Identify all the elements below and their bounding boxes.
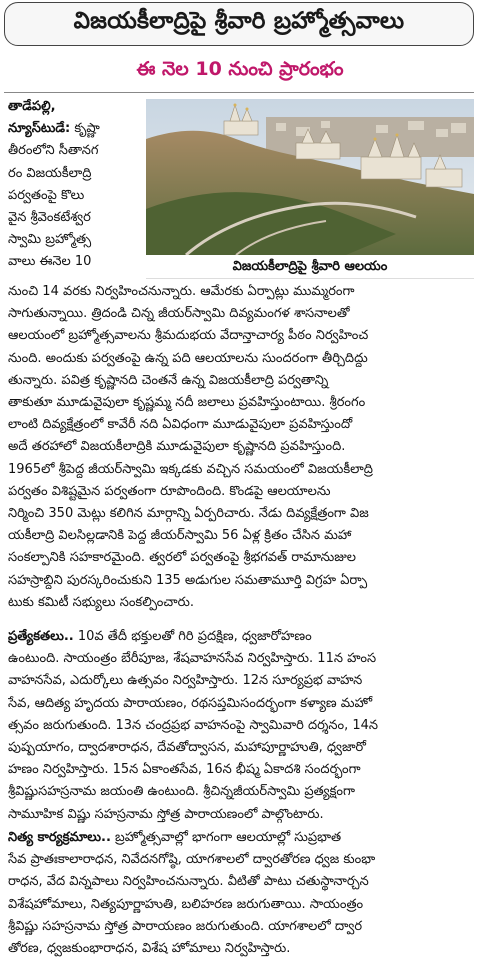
body-line: సేవ, ఆదిత్య హృదయ పారాయణం, రథసప్తమిసందర్భంగా కళ్యాణ మహో [8, 695, 373, 711]
body-line: యకీలాద్రి విలసిల్లడానికి పెద్ద జీయర్‌స్వామి 56 ఏళ్ల క్రితం చేసిన మహా [8, 528, 352, 544]
body-line: పుష్పయాగం, ద్వాదశారాధన, దేవతోద్వాసన, మహాపూర్ణాహుతి, ధ్వజారో [8, 740, 366, 756]
body-line: శ్రీవిష్ణు సహస్రనామ స్తోత్ర పారాయణం జరుగుతుంది. యాగశాలలో ద్వార [8, 918, 363, 934]
section-first-line [8, 827, 474, 849]
headline-box [4, 2, 474, 46]
headline: విజయకీలాద్రిపై శ్రీవారి బ్రహ్మోత్సవాలు [73, 8, 405, 34]
intro-line: తీరంలోని సీతానగ [8, 143, 99, 159]
body-line: టుకు కమిటీ సభ్యులు సంకల్పించారు. [8, 594, 194, 610]
body-line: తోరణ, ధ్వజకుంభారాధన, విశేష హోమాలు నిర్వహిస్తారు. [8, 941, 291, 957]
section-daily-programs [8, 827, 474, 960]
body-line: పర్వతం విశిష్టమైన పర్వతంగా రూపొందింది. కొండపై ఆలయాలను [8, 483, 331, 499]
intro-line: రం విజయకీలాద్రి [8, 165, 92, 181]
body-line: ఉంటుంది. సాయంత్రం బేరీపూజ, శేషవాహనసేవ నిర్వహిస్తారు. 11న హంస [8, 651, 377, 667]
body-line: తున్నారు. పవిత్ర కృష్ణానది చెంతనే ఉన్న విజయకీలాద్రి పర్వతాన్ని [8, 372, 329, 388]
body-line: హణం నిర్వహిస్తారు. 15న ఏకాంతసేవ, 16న భీష్మ ఏకాదశి సందర్భంగా [8, 762, 361, 778]
body-line: నుంది. అందుకు పర్వతంపై ఉన్న పది ఆలయాలను సుందరంగా తీర్చిదిద్దు [8, 350, 368, 366]
intro-line: స్వామి బ్రహ్మోత్స [8, 232, 92, 248]
section-specialities [8, 626, 474, 826]
section-first-line [8, 626, 474, 648]
intro-line: పర్వతంపై కొలు [8, 187, 85, 203]
body-line: ఆలయంలో బ్రహ్మోత్సవాలను శ్రీమదుభయ వేదాన్తాచార్య పీఠం నిర్వహించ [8, 328, 369, 344]
body-line: శ్రీవిష్ణుసహస్రనామ జయంతి ఉంటుంది. శ్రీచిన్నజీయర్‌స్వామి ప్రత్యక్షంగా [8, 784, 355, 800]
body-line: సామూహిక విష్ణు సహస్రనామ స్తోత్ర పారాయణంలో పాల్గొంటారు. [8, 806, 324, 822]
body-line: విశేషహోమాలు, నిత్యపూర్ణాహుతి, బలిహరణ జరుగుతాయి. సాయంత్రం [8, 896, 364, 912]
article-body [8, 281, 474, 614]
body-line: సాగుతున్నాయి. త్రిదండి చిన్న జీయర్‌స్వామి దివ్యమంగళ శాసనాలతో [8, 306, 350, 322]
body-line: సహస్రాబ్దిని పురస్కరించుకుని 135 అడుగుల సమతామూర్తి విగ్రహ ఏర్పా [8, 572, 368, 588]
body-line: సేవ ప్రాతఃకాలారాధన, నివేదనగోష్ఠి, యాగశాలలో ద్వారతోరణ ధ్వజ కుంభా [8, 852, 376, 868]
section-heading-specialities: ప్రత్యేకతలు.. [8, 629, 74, 644]
body-line: నుంచి 14 వరకు నిర్వహించనున్నారు. ఆమేరకు ఏర్పాట్లు ముమ్మరంగా [8, 284, 355, 299]
byline: న్యూస్‌టుడే: [8, 121, 71, 137]
temple-photo [146, 99, 474, 255]
body-line: రాధన, వేద విన్నపాలు నిర్వహించనున్నారు. వీటితో పాటు చతుస్థానార్చన [8, 874, 369, 890]
subheadline: ఈ నెల 10 నుంచి ప్రారంభం [136, 58, 344, 80]
body-line: వాహనసేవ, ఎదుర్కోలు ఉత్సవం నిర్వహిస్తారు. 12న సూర్యప్రభ వాహన [8, 673, 363, 689]
body-line: లాంటి దివ్యక్షేత్రంలో కావేరీ నది ఏవిధంగా మూడువైపులా ప్రవహిస్తుందో [8, 417, 353, 433]
intro-text: కృష్ణా [70, 121, 100, 137]
subheadline-rule [4, 92, 474, 93]
intro-line: వాలు ఈనెల 10 [8, 254, 92, 270]
section-text: బ్రహ్మోత్సవాల్లో భాగంగా ఆలయాల్లో సుప్రభాత [110, 830, 342, 845]
body-line: 1965లో శ్రీపెద్ద జీయర్‌స్వామి ఇక్కడకు వచ్చిన సమయంలో విజయకీలాద్రి [8, 461, 373, 477]
body-line: అదే తరహాలో విజయకీలాద్రికి మూడువైపులా కృష్ణానది ప్రవహిస్తుంది. [8, 439, 346, 455]
body-line: నిర్మించి 350 మెట్లు కలిగిన మార్గాన్ని ఏర్పరిచారు. నేడు దివ్యక్షేత్రంగా విజ [8, 506, 369, 522]
photo-caption: విజయకీలాద్రిపై శ్రీవారి ఆలయం [146, 256, 474, 279]
intro-column [8, 96, 144, 274]
body-line: త్సవం జరుగుతుంది. 13న చంద్రప్రభ వాహనంపై స్వామివారి దర్శనం, 14న [8, 717, 379, 733]
section-text: 10వ తేదీ భక్తులతో గిరి ప్రదక్షిణ, ధ్వజారోహణం [73, 629, 312, 644]
dateline: తాడేపల్లి, [8, 99, 56, 114]
body-line: సంకల్పానికి సహకారమైంది. త్వరలో పర్వతంపై శ్రీభగవత్ రామానుజుల [8, 550, 357, 566]
byline-line [8, 118, 144, 140]
section-heading-daily: నిత్య కార్యక్రమాలు.. [8, 830, 111, 845]
intro-line: వైన శ్రీవెంకటేశ్వర [8, 210, 91, 226]
body-line: తాకుతూ మూడువైపులా కృష్ణమ్మ నదీ జలాలు ప్రవహిస్తుంటాయి. శ్రీరంగం [8, 395, 366, 411]
